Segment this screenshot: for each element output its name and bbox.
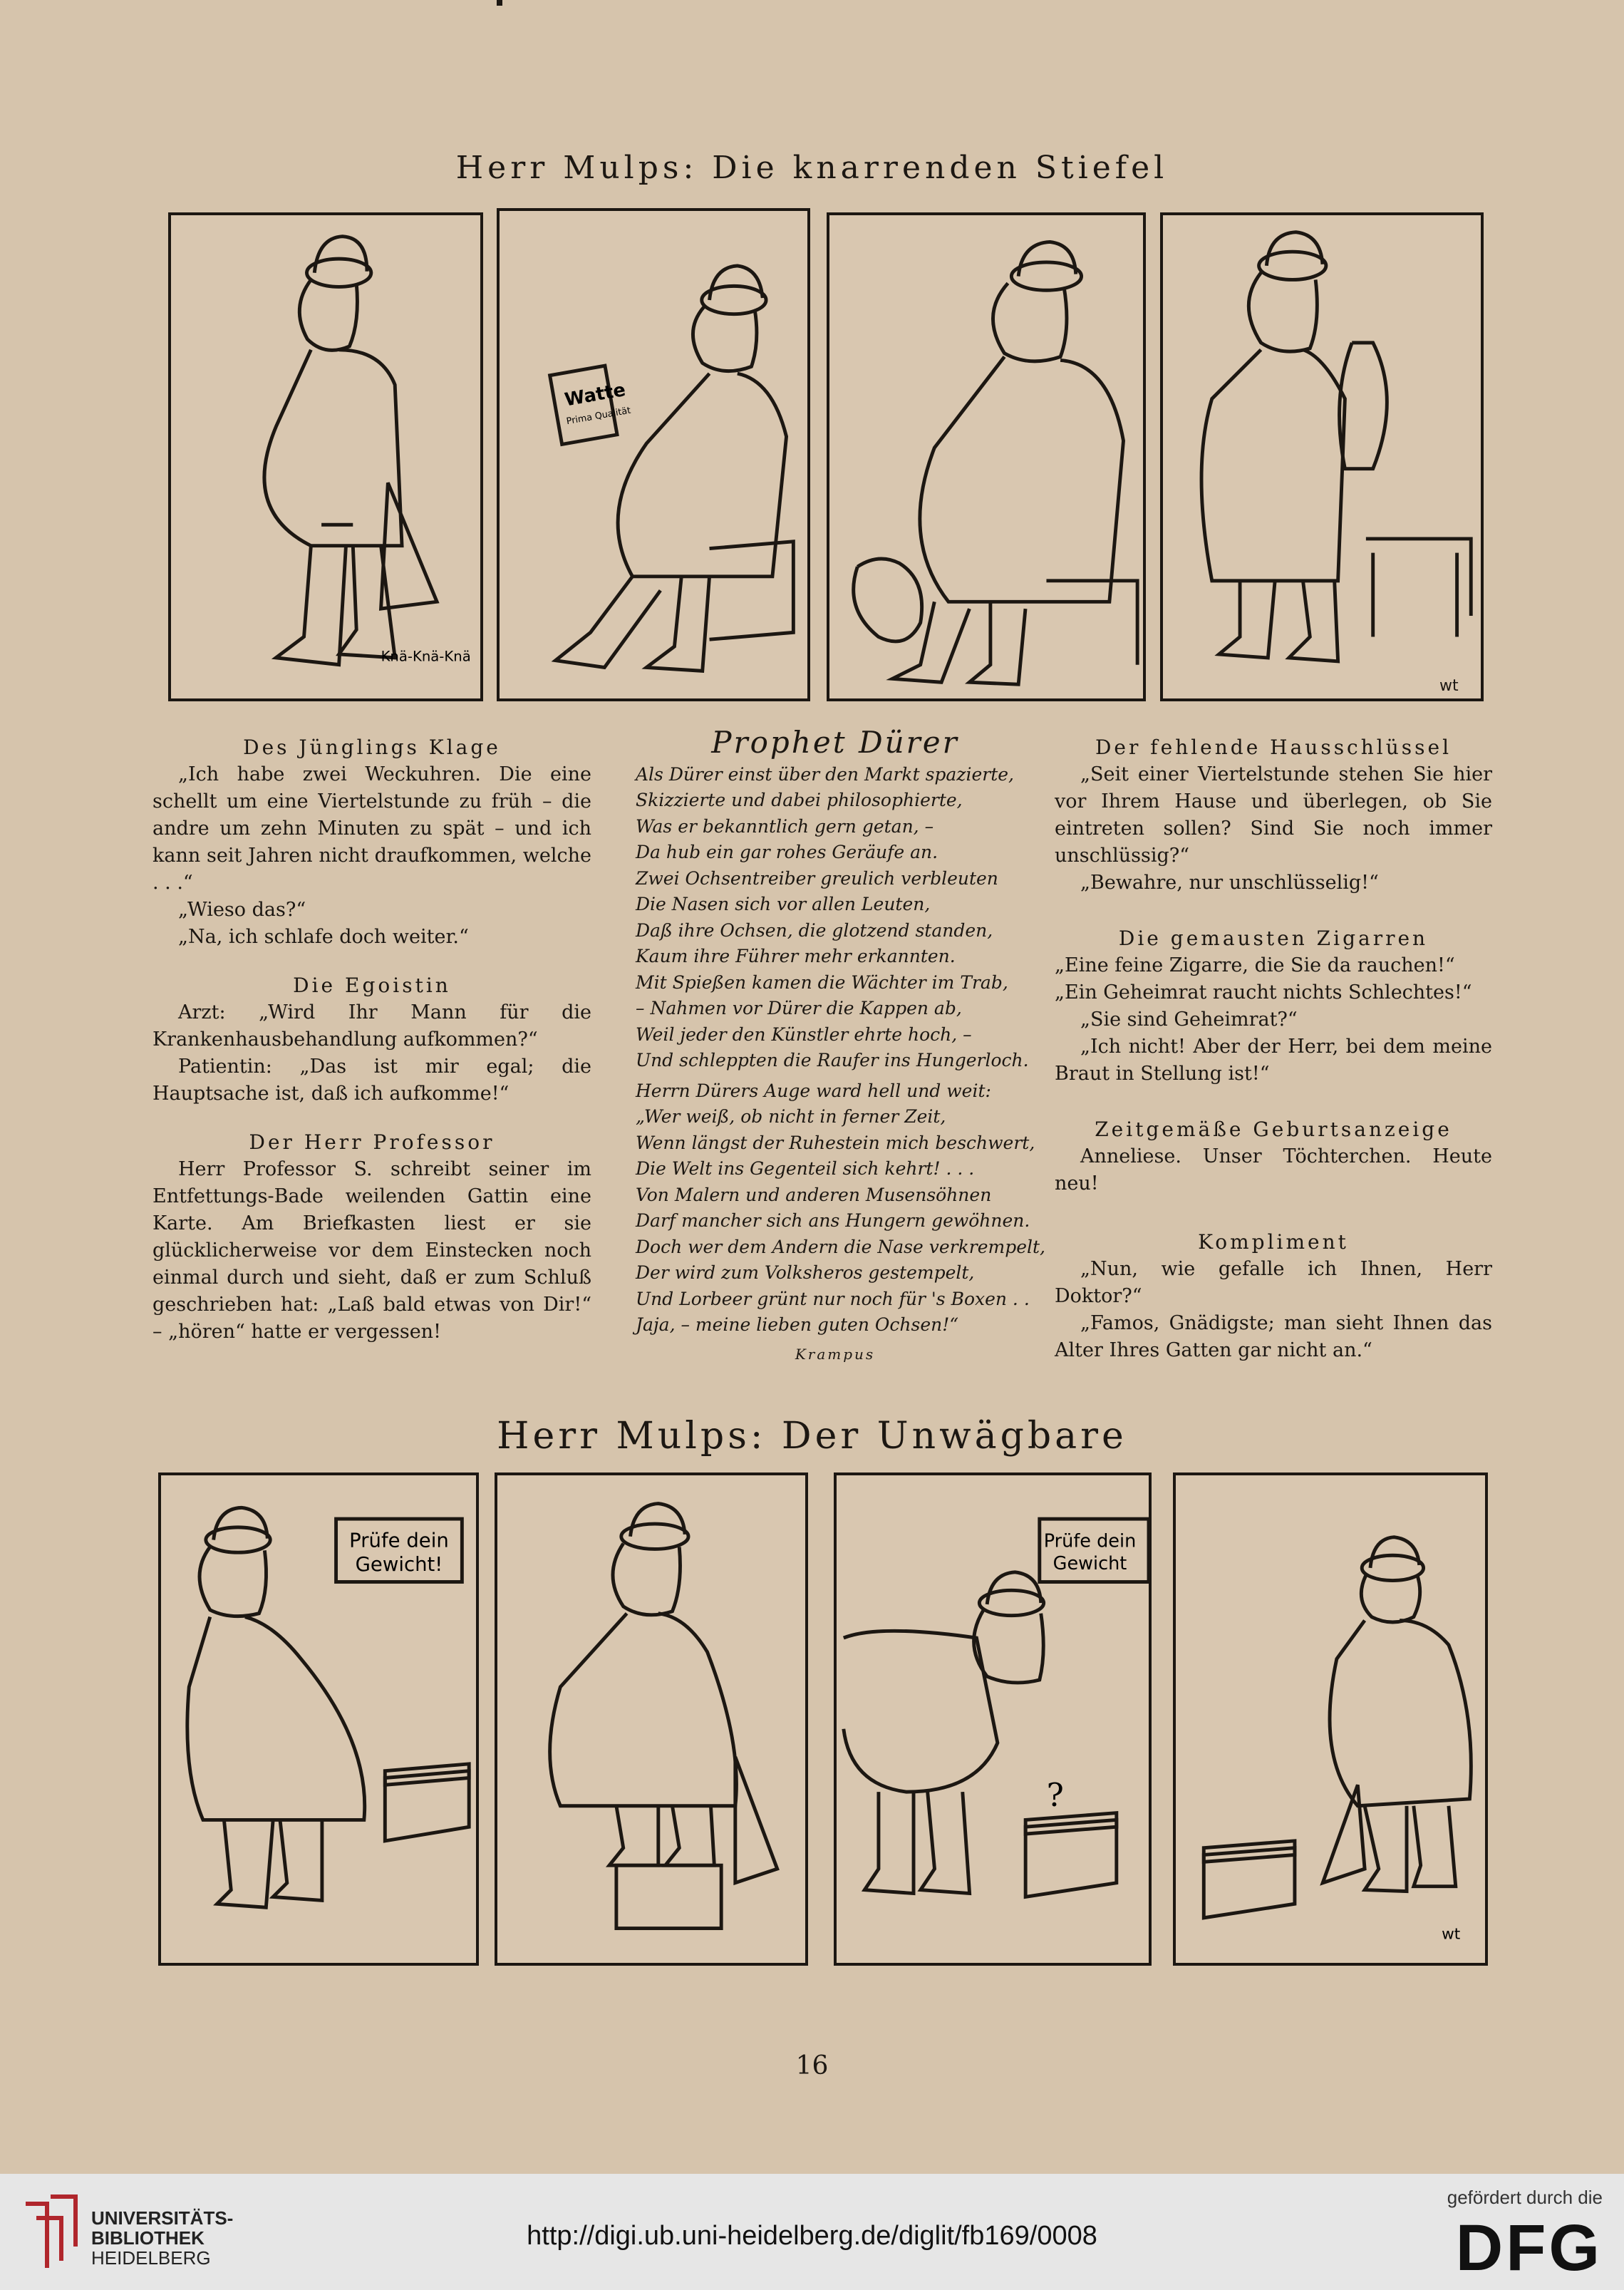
right-2-para-1: „Eine feine Zigarre, die Sie da rauchen!“ — [1055, 954, 1455, 976]
poem-line: „Wer weiß, ob nicht in ferner Zeit, — [636, 1106, 946, 1127]
poem-line: Skizzierte und dabei philosophierte, — [636, 790, 963, 810]
sign-line-2: Gewicht — [1053, 1552, 1127, 1574]
bottom-strip-title: Herr Mulps: Der Unwägbare — [497, 1415, 1127, 1458]
right-3-para-1: Anneliese. Unser Töchterchen. Heute neu! — [1055, 1145, 1492, 1195]
poem-line: Von Malern und anderen Musensöhnen — [636, 1184, 992, 1205]
poem-line: Herrn Dürers Auge ward hell und weit: — [636, 1080, 991, 1101]
poem-line: Als Dürer einst über den Markt spazierte, — [636, 763, 1015, 785]
poem-line: Was er bekanntlich gern getan, – — [636, 815, 934, 837]
poem-line: Und schleppten die Raufer ins Hungerloch. — [636, 1050, 1029, 1071]
question-mark: ? — [1046, 1775, 1064, 1814]
library-line-2: BIBLIOTHEK — [91, 2227, 205, 2249]
right-heading-3: Zeitgemäße Geburtsanzeige — [1095, 1118, 1452, 1141]
document-url-link[interactable]: http://digi.ub.uni-heidelberg.de/diglit/fb169/0008 — [527, 2221, 1097, 2251]
poem-title: Prophet Dürer — [711, 725, 959, 760]
left-2-para-1: Arzt: „Wird Ihr Mann für die Krankenhausbehandlung aufkommen?“ — [152, 1001, 591, 1051]
poem-signature: Krampus — [795, 1345, 876, 1363]
left-1-para-1: „Ich habe zwei Weckuhren. Die eine schellt um eine Viertelstunde zu früh – die andre um zehn Minuten zu spät – und ich kann seit Jahren nicht draufkommen, welche . . .“ — [152, 763, 591, 894]
left-heading-2: Die Egoistin — [293, 974, 451, 997]
poem-line: Die Welt ins Gegenteil sich kehrt! . . . — [636, 1158, 975, 1179]
cartoon-man-bending-at-scale — [837, 1475, 1149, 1963]
top-panel-2b — [497, 208, 810, 701]
cartoon-man-on-scale — [497, 1475, 805, 1963]
sign-line-1: Prüfe dein — [1043, 1530, 1137, 1552]
cartoon-man-with-cotton-box — [500, 211, 807, 698]
cartoon-man-walking — [171, 215, 480, 698]
left-column — [152, 734, 591, 1346]
cartoon-man-sitting-with-dog — [829, 215, 1143, 698]
poem-line: Da hub ein gar rohes Geräufe an. — [636, 842, 938, 862]
page-number: 16 — [795, 2051, 829, 2080]
poem-line: Zwei Ochsentreiber greulich verbleuten — [636, 867, 998, 889]
poem-line: Darf mancher sich ans Hungern gewöhnen. — [636, 1210, 1030, 1231]
left-2-para-2: Patientin: „Das ist mir egal; die Hauptsache ist, daß ich aufkomme!“ — [152, 1056, 591, 1105]
sponsor-label: gefördert durch die — [1447, 2187, 1603, 2208]
right-heading-4: Kompliment — [1198, 1230, 1349, 1254]
bottom-panel-3 — [834, 1472, 1152, 1966]
left-3-para-1: Herr Professor S. schreibt seiner im Entfettungs-Bade weilenden Gattin eine Karte. Am Briefkasten liest er sie glücklicherweise vor dem Einstecken noch einmal durch und sieht, daß er zum Schluß geschrieben hat: „Laß bald etwas von Dir!“ – „hören“ hatte er vergessen! — [152, 1158, 591, 1343]
poem-line: Wenn längst der Ruhestein mich beschwert, — [636, 1132, 1035, 1153]
artist-mark: wt — [1442, 1925, 1461, 1944]
left-1-para-2: „Wieso das?“ — [178, 899, 306, 921]
right-4-para-1: „Nun, wie gefalle ich Ihnen, Herr Doktor?“ — [1055, 1258, 1492, 1307]
right-heading-2: Die gemausten Zigarren — [1118, 927, 1429, 950]
bottom-panel-2 — [495, 1472, 808, 1966]
right-4-para-2: „Famos, Gnädigste; man sieht Ihnen das Alter Ihres Gatten gar nicht an.“ — [1055, 1312, 1492, 1361]
right-1-para-1: „Seit einer Viertelstunde stehen Sie hier vor Ihrem Hause und überlegen, ob Sie eintreten sollen? Sind Sie noch immer unschlüssig?“ — [1055, 763, 1492, 867]
bottom-panel-4 — [1173, 1472, 1488, 1966]
poem-line: Mit Spießen kamen die Wächter im Trab, — [636, 971, 1008, 993]
poem-line: Jaja, – meine lieben guten Ochsen!“ — [636, 1314, 959, 1335]
poem-line: Daß ihre Ochsen, die glotzend standen, — [636, 919, 993, 941]
artist-mark-top: wt — [1439, 677, 1459, 695]
cartoon-man-before-scale-sign — [161, 1475, 476, 1963]
top-strip-title: Herr Mulps: Die knarrenden Stiefel — [455, 150, 1169, 186]
sign-line-1: Prüfe dein — [349, 1529, 449, 1552]
poem-line: Die Nasen sich vor allen Leuten, — [636, 894, 931, 914]
top-panel-2 — [497, 0, 502, 6]
left-1-para-3: „Na, ich schlafe doch weiter.“ — [178, 926, 469, 948]
panel-caption: Knä-Knä-Knä — [381, 648, 471, 665]
library-line-3: HEIDELBERG — [91, 2247, 211, 2269]
poem-line: Und Lorbeer grünt nur noch für 's Boxen . . — [636, 1288, 1030, 1309]
top-panel-3 — [827, 212, 1146, 701]
poem-line: Der wird zum Volksheros gestempelt, — [636, 1262, 975, 1283]
dfg-logo[interactable]: DFG — [1455, 2212, 1603, 2284]
poem-line: Weil jeder den Künstler ehrte hoch, – — [636, 1023, 972, 1045]
right-2-para-3: „Sie sind Geheimrat?“ — [1080, 1009, 1298, 1031]
box-sublabel: Prima Qualität — [565, 405, 632, 428]
viewer-footer — [0, 2174, 1624, 2290]
right-2-para-2: „Ein Geheimrat raucht nichts Schlechtes!“ — [1055, 981, 1472, 1004]
library-line-1: UNIVERSITÄTS- — [91, 2207, 234, 2229]
sign-line-2: Gewicht! — [355, 1552, 443, 1576]
left-heading-3: Der Herr Professor — [249, 1130, 495, 1154]
right-column — [1055, 734, 1492, 1364]
right-2-para-4: „Ich nicht! Aber der Herr, bei dem meine Braut in Stellung ist!“ — [1055, 1036, 1492, 1085]
top-panel-4 — [1160, 212, 1484, 701]
right-heading-1: Der fehlende Hausschlüssel — [1095, 736, 1452, 759]
middle-column-poem — [636, 725, 1045, 1367]
poem-line: Kaum ihre Führer mehr erkannten. — [636, 946, 956, 966]
poem-line: – Nahmen vor Dürer die Kappen ab, — [636, 998, 962, 1018]
poem-line: Doch wer dem Andern die Nase verkrempelt, — [636, 1236, 1045, 1257]
bottom-panel-1 — [158, 1472, 479, 1966]
left-heading-1: Des Jünglings Klage — [243, 736, 501, 759]
box-label: Watte — [563, 379, 628, 411]
top-panel-1 — [168, 212, 483, 701]
right-1-para-2: „Bewahre, nur unschlüsselig!“ — [1080, 872, 1379, 894]
cartoon-man-walking-away — [1176, 1475, 1485, 1963]
cartoon-man-holding-boot — [1163, 215, 1481, 698]
